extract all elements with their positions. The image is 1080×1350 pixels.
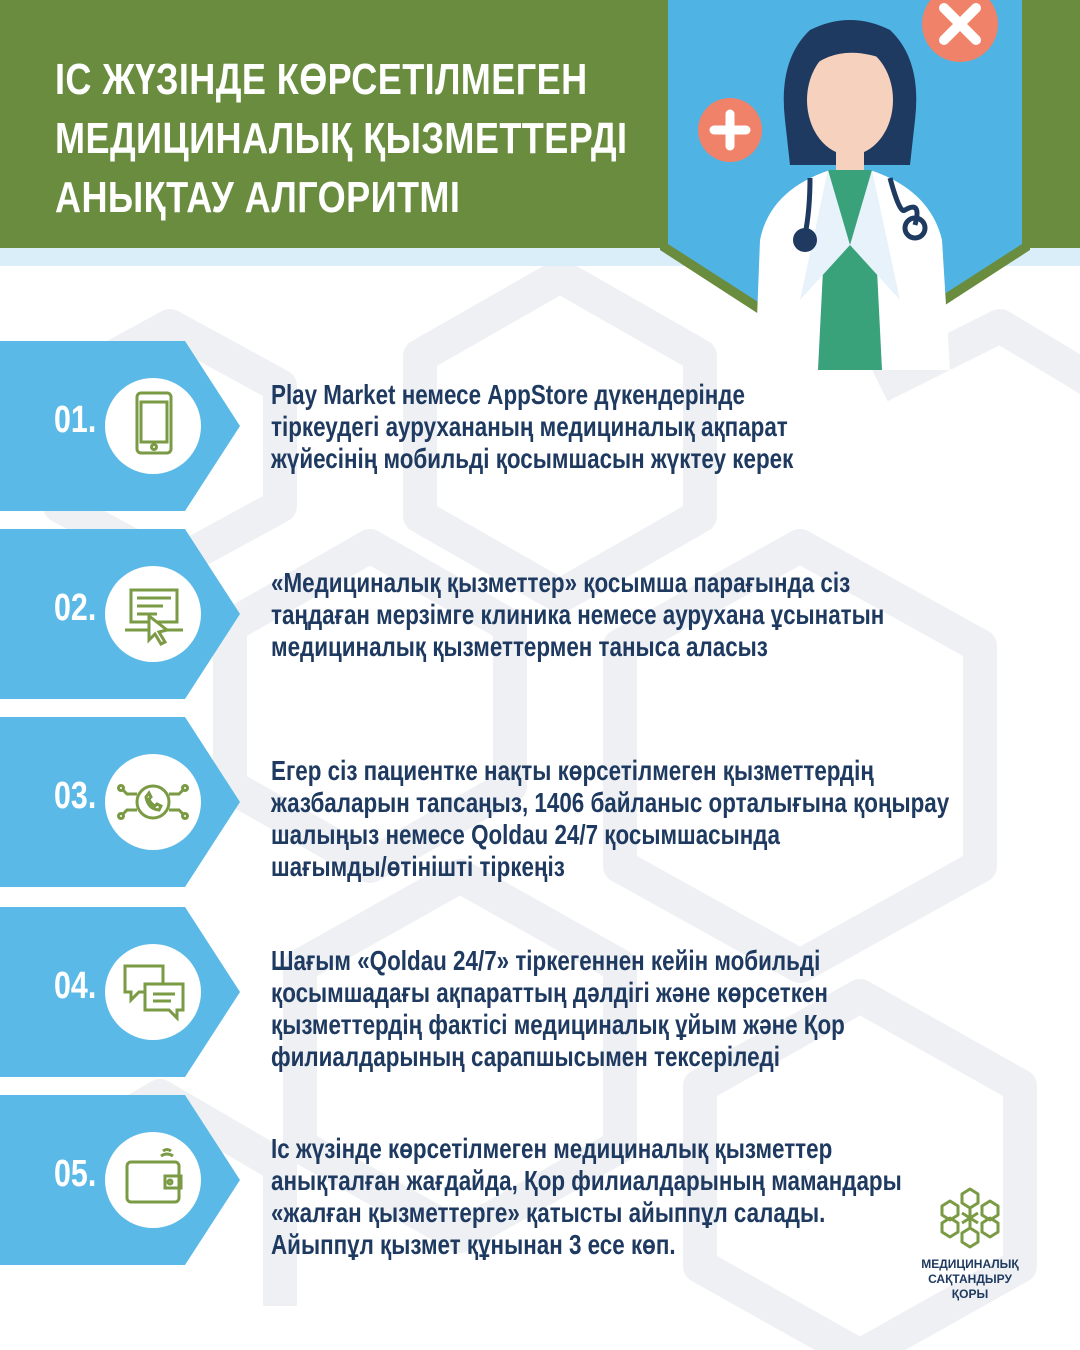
step-text	[271, 567, 903, 663]
step-text	[271, 945, 903, 1073]
step-3	[0, 717, 1080, 887]
page-title	[55, 50, 628, 227]
step-text	[271, 379, 903, 475]
step-text-line: қызметтердің фактісі медициналық ұйым және Қор	[271, 1009, 845, 1040]
step-text-line: Айыппұл қызмет құнынан 3 есе көп.	[271, 1229, 676, 1260]
step-text-line: жазбаларын тапсаңыз, 1406 байланыс орталығына қоңырау	[271, 787, 950, 818]
step-text-line: жүйесінің мобильді қосымшасын жүктеу керек	[271, 443, 794, 474]
step-text-line: «Медициналық қызметтер» қосымша парағында сіз	[271, 567, 851, 598]
title-line: ІС ЖҮЗІНДЕ КӨРСЕТІЛМЕГЕН	[55, 55, 588, 104]
chat-bubbles-icon	[105, 944, 201, 1040]
wallet-icon	[105, 1132, 201, 1228]
step-text-line: таңдаған мерзімге клиника немесе аурухана ұсынатын	[271, 599, 885, 630]
title-line: МЕДИЦИНАЛЫҚ ҚЫЗМЕТТЕРДІ	[55, 114, 628, 163]
logo-line: ҚОРЫ	[951, 1287, 989, 1301]
step-number: 04.	[54, 965, 97, 1007]
step-number: 01.	[54, 399, 97, 441]
step-text-line: шалыңыз немесе Qoldau 24/7 қосымшасында	[271, 819, 780, 850]
title-line: АНЫҚТАУ АЛГОРИТМІ	[55, 173, 461, 222]
step-text	[271, 755, 950, 883]
step-number: 05.	[54, 1153, 97, 1195]
step-text-line: Іс жүзінде көрсетілмеген медициналық қызметтер	[271, 1133, 833, 1164]
step-text-line: анықталған жағдайда, Қор филиалдарының мамандары	[271, 1165, 902, 1196]
step-text-line: тіркеудегі аурухананың медициналық ақпарат	[271, 411, 788, 442]
step-text-line: медициналық қызметтермен таныса аласыз	[271, 631, 768, 662]
step-number: 02.	[54, 587, 97, 629]
smartphone-icon	[105, 378, 201, 474]
phone-call-icon	[105, 754, 201, 850]
step-1	[0, 341, 1080, 511]
step-text-line: «жалған қызметтерге» қатысты айыппұл салады.	[271, 1197, 826, 1228]
logo-line: МЕДИЦИНАЛЫҚ	[921, 1257, 1019, 1271]
plus-icon	[698, 98, 762, 162]
logo-text	[895, 1257, 1045, 1302]
step-text-line: шағымды/өтінішті тіркеңіз	[271, 851, 565, 882]
step-text-line: филиалдарының сарапшысымен тексеріледі	[271, 1041, 780, 1072]
step-text-line: Егер сіз пациентке нақты көрсетілмеген қызметтердің	[271, 755, 874, 786]
fund-logo	[895, 1185, 1045, 1305]
step-4	[0, 907, 1080, 1077]
step-number: 03.	[54, 775, 97, 817]
step-2	[0, 529, 1080, 699]
step-text	[271, 1133, 903, 1261]
logo-line: САҚТАНДЫРУ	[928, 1272, 1012, 1286]
step-text-line: Play Market немесе AppStore дүкендерінде	[271, 379, 745, 410]
snowflake-logo-icon	[940, 1185, 1000, 1251]
step-text-line: Шағым «Qoldau 24/7» тіркегеннен кейін мобильді	[271, 945, 821, 976]
step-text-line: қосымшадағы ақпараттың дәлдігі және көрсеткен	[271, 977, 828, 1008]
laptop-click-icon	[105, 566, 201, 662]
doctor-badge	[660, 0, 1040, 380]
